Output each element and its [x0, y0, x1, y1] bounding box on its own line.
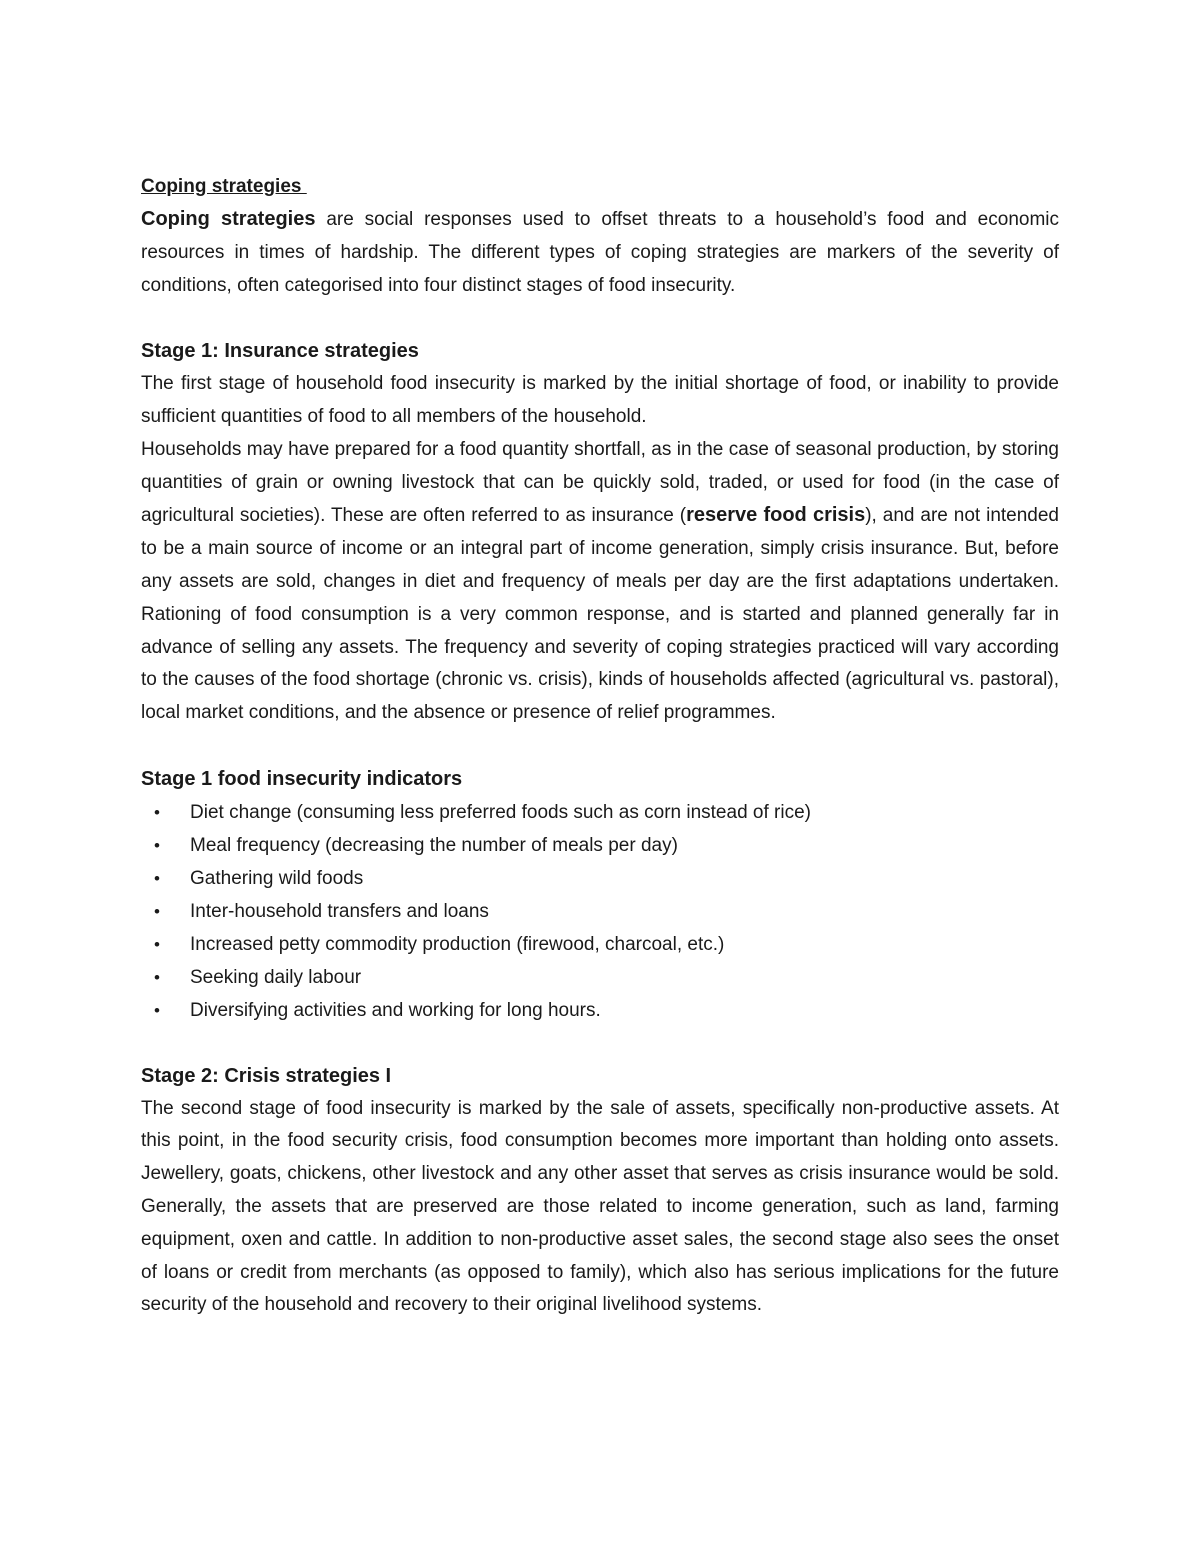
stage1-paragraph-2: [141, 434, 1059, 730]
stage1-paragraph-1: The first stage of household food insecurity is marked by the initial shortage of food, or inability to provide sufficient quantities of food to all members of the household.: [141, 373, 1059, 427]
stage1-para2-bold-term: reserve food crisis: [686, 504, 866, 527]
spacer: [141, 1027, 1059, 1060]
indicators-list: [141, 796, 1059, 1027]
list-item: [141, 862, 1059, 895]
stage1-para2-text-before: Households may have prepared for a food quantity shortfall, as in the case of seasonal production, by storing quantities of grain or owning livestock that can be quickly sold, traded, or used for food (in the case of agricultural societies). These are often referred to as insurance (: [141, 438, 1059, 527]
list-item-text: Diet change (consuming less preferred foods such as corn instead of rice): [190, 801, 811, 823]
list-item: [141, 928, 1059, 961]
list-item-text: Seeking daily labour: [190, 966, 362, 988]
stage1-heading: Stage 1: Insurance strategies: [141, 340, 419, 363]
intro-lead-term: Coping strategies: [141, 208, 316, 230]
indicators-heading: Stage 1 food insecurity indicators: [141, 767, 463, 790]
document-page: [141, 171, 1059, 1322]
intro-paragraph: [141, 203, 1059, 302]
bullet-icon: •: [154, 868, 160, 888]
list-item-text: Meal frequency (decreasing the number of meals per day): [190, 834, 678, 856]
bullet-icon: •: [154, 967, 160, 987]
bullet-icon: •: [154, 901, 160, 921]
list-item: [141, 961, 1059, 994]
stage2-paragraph: The second stage of food insecurity is marked by the sale of assets, specifically non-productive assets. At this point, in the food security crisis, food consumption becomes more important than holding onto assets. Jewellery, goats, chickens, other livestock and any other asset that serves as crisis insurance would be sold. Generally, the assets that are preserved are those related to income generation, such as land, farming equipment, oxen and cattle. In addition to non-productive asset sales, the second stage also sees the onset of loans or credit from merchants (as opposed to family), which also has serious implications for the future security of the household and recovery to their original livelihood systems.: [141, 1097, 1059, 1316]
bullet-icon: •: [154, 802, 160, 822]
bullet-icon: •: [154, 934, 160, 954]
intro-text: are social responses used to offset threats to a household’s food and economic resources in times of hardship. The different types of coping strategies are markers of the severity of conditions, often categorised into four distinct stages of food insecurity.: [141, 209, 1060, 296]
list-item-text: Diversifying activities and working for long hours.: [190, 999, 601, 1021]
list-item: [141, 895, 1059, 928]
stage2-heading: Stage 2: Crisis strategies I: [141, 1064, 392, 1087]
stage1-para2-text-after: ), and are not intended to be a main source of income or an integral part of income generation, simply crisis insurance. But, before any assets are sold, changes in diet and frequency of meals per day are the first adaptations undertaken. Rationing of food consumption is a very common response, and is started and planned generally far in advance of selling any assets. The frequency and severity of coping strategies practiced will vary according to the causes of the food shortage (chronic vs. crisis), kinds of households affected (agricultural vs. pastoral), local market conditions, and the absence or presence of relief programmes.: [141, 505, 1059, 724]
document-title: Coping strategies: [141, 176, 307, 197]
list-item-text: Increased petty commodity production (firewood, charcoal, etc.): [190, 933, 725, 955]
spacer: [141, 730, 1059, 763]
list-item-text: Inter-household transfers and loans: [190, 900, 489, 922]
bullet-icon: •: [154, 835, 160, 855]
bullet-icon: •: [154, 1000, 160, 1020]
list-item-text: Gathering wild foods: [190, 867, 364, 889]
list-item: [141, 829, 1059, 862]
list-item: [141, 796, 1059, 829]
list-item: [141, 994, 1059, 1027]
spacer: [141, 302, 1059, 335]
